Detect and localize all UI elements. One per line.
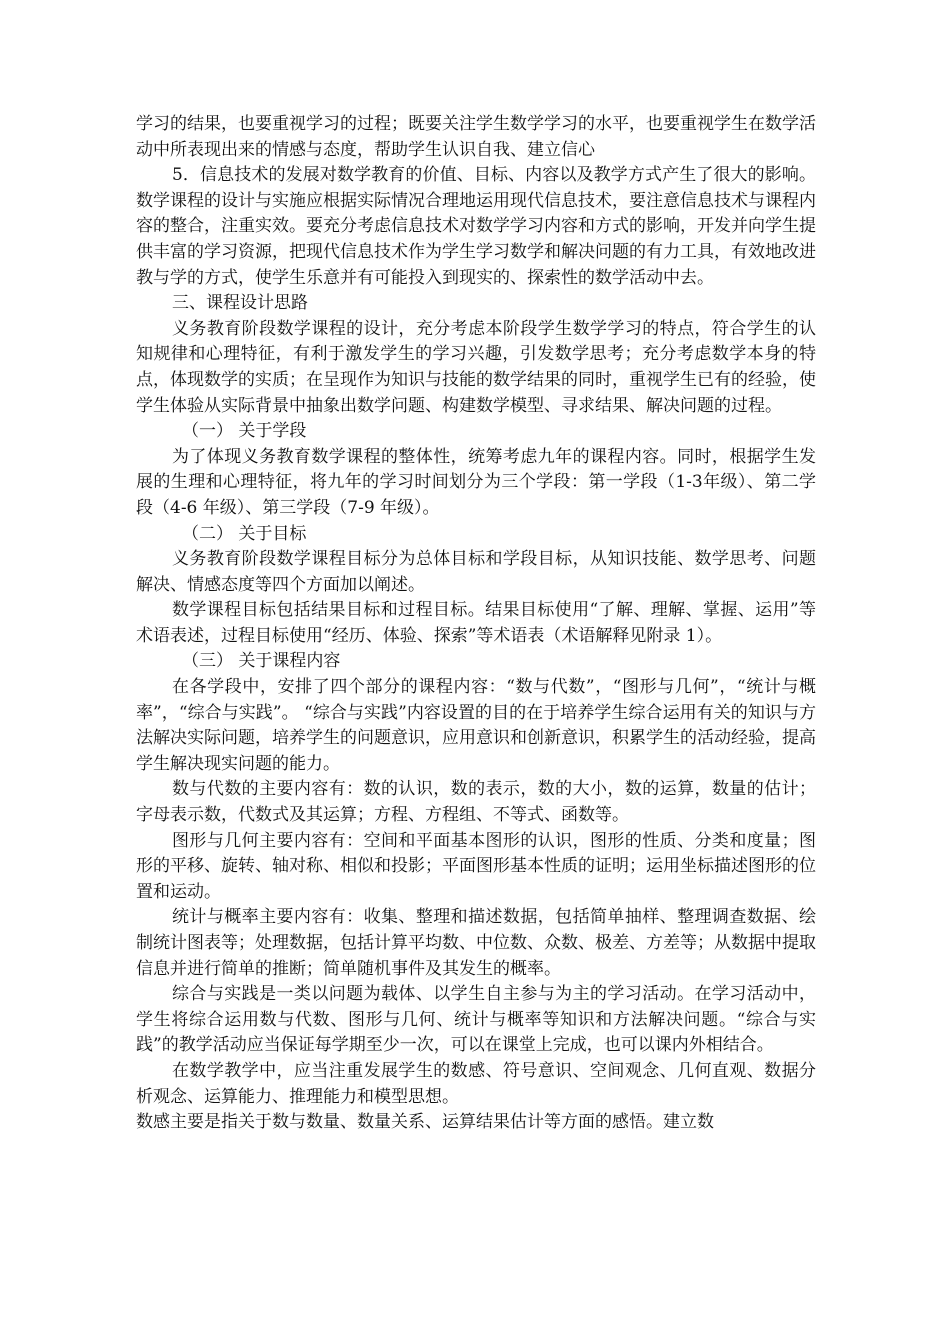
subsection-heading: （二） 关于目标 <box>182 523 307 544</box>
paragraph: 义务教育阶段数学课程的设计，充分考虑本阶段学生数学学习的特点，符合学生的认知规律和心理特征，有利于激发学生的学习兴趣，引发数学思考；充分考虑数学本身的特点，体现数学的实质；在呈现作为知识与技能的数学结果的同时，重视学生已有的经验，使学生体验从实际背景中抽象出数学问题、构建数学模型、寻求结果、解决问题的过程。 <box>136 318 816 416</box>
paragraph: 数与代数的主要内容有：数的认识，数的表示，数的大小，数的运算，数量的估计；字母表示数，代数式及其运算；方程、方程组、不等式、函数等。 <box>136 779 816 826</box>
paragraph: 图形与几何主要内容有：空间和平面基本图形的认识，图形的性质、分类和度量；图形的平移、旋转、轴对称、相似和投影；平面图形基本性质的证明；运用坐标描述图形的位置和运动。 <box>136 830 816 902</box>
paragraph: 为了体现义务教育数学课程的整体性，统筹考虑九年的课程内容。同时，根据学生发展的生理和心理特征，将九年的学习时间划分为三个学段：第一学段（1-3年级）、第二学段（4-6 年级）、第三学段（7-9 年级）。 <box>136 446 816 518</box>
paragraph: 义务教育阶段数学课程目标分为总体目标和学段目标，从知识技能、数学思考、问题解决、情感态度等四个方面加以阐述。 <box>136 549 816 595</box>
subsection-heading: （一） 关于学段 <box>182 421 307 442</box>
paragraph: 数感主要是指关于数与数量、数量关系、运算结果估计等方面的感悟。建立数 <box>136 1112 714 1133</box>
paragraph: 5．信息技术的发展对数学教育的价值、目标、内容以及教学方式产生了很大的影响。数学课程的设计与实施应根据实际情况合理地运用现代信息技术，要注意信息技术与课程内容的整合，注重实效。要充分考虑信息技术对数学学习内容和方式的影响，开发并向学生提供丰富的学习资源，把现代信息技术作为学生学习数学和解决问题的有力工具，有效地改进教与学的方式，使学生乐意并有可能投入到现实的、探索性的数学活动中去。 <box>136 165 816 288</box>
paragraph: 数学课程目标包括结果目标和过程目标。结果目标使用“了解、理解、掌握、运用”等术语表述，过程目标使用“经历、体验、探索”等术语表（术语解释见附录 1）。 <box>136 600 816 646</box>
paragraph: 综合与实践是一类以问题为载体、以学生自主参与为主的学习活动。在学习活动中，学生将综合运用数与代数、图形与几何、统计与概率等知识和方法解决问题。“综合与实践”的教学活动应当保证每学期至少一次，可以在课堂上完成，也可以课内外相结合。 <box>136 984 816 1056</box>
section-heading: 三、课程设计思路 <box>172 293 308 314</box>
paragraph: 在数学教学中，应当注重发展学生的数感、符号意识、空间观念、几何直观、数据分析观念、运算能力、推理能力和模型思想。 <box>136 1060 816 1107</box>
paragraph: 在各学段中，安排了四个部分的课程内容：“数与代数”，“图形与几何”，“统计与概率”，“综合与实践”。 “综合与实践”内容设置的目的在于培养学生综合运用有关的知识与方法解决实际问题，培养学生的问题意识，应用意识和创新意识，积累学生的活动经验，提高学生解决现实问题的能力。 <box>136 677 816 774</box>
subsection-heading: （三） 关于课程内容 <box>182 651 341 672</box>
paragraph: 统计与概率主要内容有：收集、整理和描述数据，包括简单抽样、整理调查数据、绘制统计图表等；处理数据，包括计算平均数、中位数、众数、极差、方差等；从数据中提取信息并进行简单的推断；简单随机事件及其发生的概率。 <box>136 907 816 979</box>
paragraph: 学习的结果，也要重视学习的过程；既要关注学生数学学习的水平，也要重视学生在数学活动中所表现出来的情感与态度，帮助学生认识自我、建立信心 <box>136 114 816 160</box>
document-page <box>136 112 816 1136</box>
